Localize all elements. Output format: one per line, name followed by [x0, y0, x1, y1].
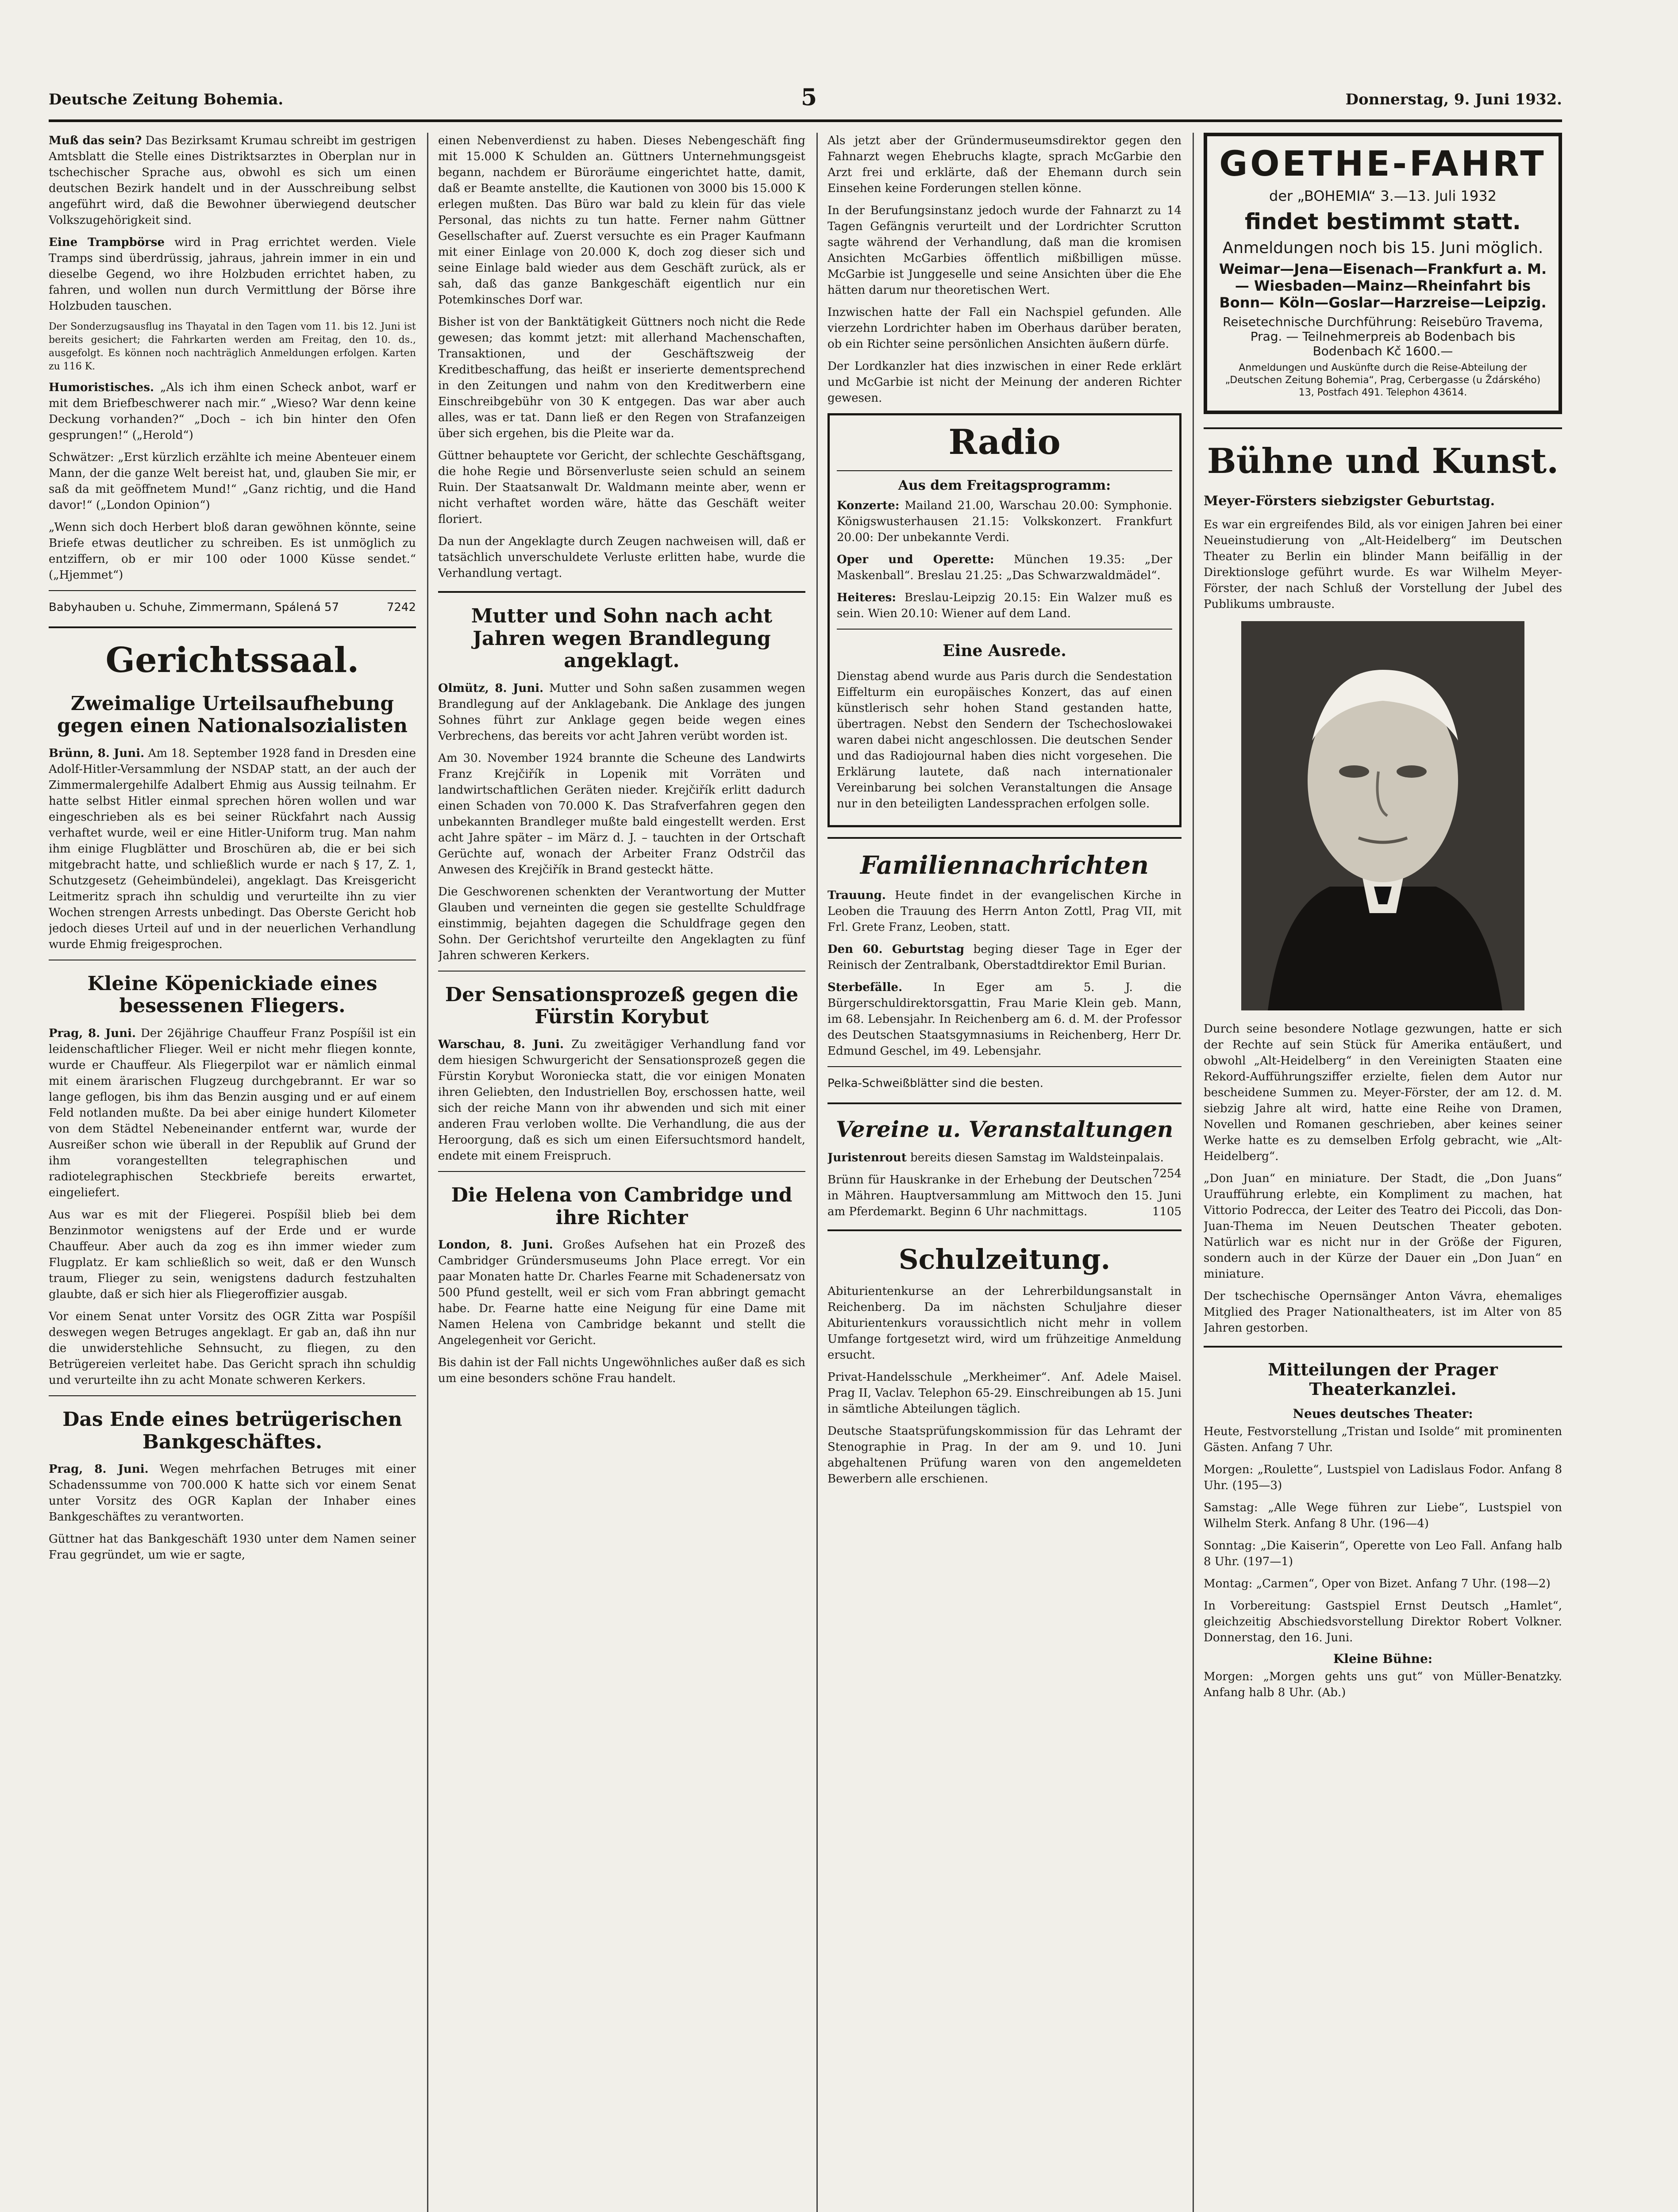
- article-paragraph: Brünn, 8. Juni. Am 18. September 1928 fand in Dresden eine Adolf-Hitler-Versammlung der NSDAP statt, an der auch der Zimmermalergehilfe Adalbert Ehmig aus Aussig teilnahm. Er hatte selbst Hitler einmal sprechen hören wollen und war eingeschrieben als es bei seiner Rückfahrt nach Aussig verhaftet wurde, weil er eine Hitler-Uniform trug. Man nahm ihm einige Flugblätter und Broschüren ab, die er bei sich mitgebracht hatte, und schließlich wurde er nach § 17, Z. 1, Schutzgesetz (Geheimbündelei), angeklagt. Das Kreisgericht Leitmeritz sprach ihn schuldig und verurteilte ihn zu vier Wochen strengen Arrests unbedingt. Das Oberste Gericht hob jedoch dieses Urteil auf und in der neuerlichen Verhandlung wurde Ehmig freigesprochen.: [49, 746, 416, 951]
- advert-title: GOETHE-FAHRT: [1219, 144, 1547, 184]
- article-paragraph: Abiturientenkurse an der Lehrerbildungsanstalt in Reichenberg. Da im nächsten Schuljahre dieser Abiturientenkurs voraussichtlich nicht mehr in vollem Umfange fortgesetzt wird, wird um frühzeitige Anmeldung ersucht.: [827, 1284, 1182, 1362]
- radio-listing: Konzerte: Mailand 21.00, Warschau 20.00: Symphonie. Königswusterhausen 21.15: Volkskonzert. Frankfurt 20.00: Der unbekannte Verdi.: [837, 499, 1172, 545]
- article-headline: Kleine Köpenickiade eines besessenen Fliegers.: [87, 972, 377, 1018]
- article-paragraph: Den 60. Geburtstag beging dieser Tage in Eger der Reinisch der Zentralbank, Oberstadtdirektor Emil Burian.: [827, 942, 1182, 972]
- article-headline: Das Ende eines betrügerischen Bankgeschäftes.: [62, 1408, 402, 1453]
- theatre-listing: Samstag: „Alle Wege führen zur Liebe“, Lustspiel von Wilhelm Sterk. Anfang 8 Uhr. (196—4): [1204, 1501, 1562, 1530]
- page-number: 5: [801, 84, 817, 111]
- article-paragraph: Warschau, 8. Juni. Zu zweitägiger Verhandlung fand vor dem hiesigen Schwurgericht der Sensationsprozeß gegen die Fürstin Korybut Woroniecka statt, die vor einigen Monaten ihren Geliebten, den Industriellen Boy, erschossen hatte, weil sich der reiche Mann von ihr abwenden und sich mit einer anderen Frau verloben wollte. Die Verhandlung, die aus der Heroorgung, daß es sich um einen Eifersuchtsmord handelt, endete mit einem Freispruch.: [438, 1037, 805, 1163]
- article-paragraph: Prag, 8. Juni. Der 26jährige Chauffeur Franz Pospíšil ist ein leidenschaftlicher Flieger. Weil er nicht mehr fliegen konnte, wurde er Chauffeur. Als Fliegerpilot war er nämlich einmal mit einem ärarischen Flugzeug durchgebrannt. Er war so lange geflogen, bis ihm das Benzin ausging und er auf einem Feld notlanden mußte. Da bei aber einige hundert Kilometer von dem Städtel Nebeneinander entfernt war, wurde der Ausreißer schon wie überall in der Republik auf Grund der ihm vorangestellten telegraphischen und radiotelegraphischen Steckbriefe bereits erwartet, eingeliefert.: [49, 1027, 416, 1200]
- theatre-subheading: Neues deutsches Theater:: [1293, 1406, 1473, 1421]
- article-paragraph: Durch seine besondere Notlage gezwungen, hatte er sich der Rechte auf sein Stück für Amerika entäußert, und obwohl „Alt-Heidelberg“ in den Vereinigten Staaten eine Rekord-Aufführungsziffer erzielte, fielen dem Autor nur bescheidene Summen zu. Meyer-Förster, der am 12. d. M. siebzig Jahre alt wird, hatte eine Reihe von Dramen, Novellen und Romanen geschrieben, aber keines seiner Werke hatte es zu demselben Erfolg gebracht, wie „Alt-Heidelberg“.: [1204, 1022, 1562, 1164]
- article-paragraph: Deutsche Staatsprüfungskommission für das Lehramt der Stenographie in Prag. In der am 9. und 10. Juni abgehaltenen Prüfung waren von den angemeldeten Bewerbern alle erschienen.: [827, 1424, 1182, 1486]
- article-paragraph: Sterbefälle. In Eger am 5. J. die Bürgerschuldirektorsgattin, Frau Marie Klein geb. Mann, im 68. Lebensjahr. In Reichenberg am 6. d. M. der Professor des Deutschen Staatsgymnasiums in Reichenberg, Herr Dr. Edmund Geschel, im 49. Lebensjahr.: [827, 980, 1182, 1058]
- article-paragraph: Eine Trampbörse wird in Prag errichtet werden. Viele Tramps sind überdrüssig, jahraus, jahrein immer in ein und dieselbe Gegend, wo ihre Holzbuden errichtet haben, zu fahren, und wollen nun durch Vermittlung der Börse ihre Holzbuden tauschen.: [49, 236, 416, 313]
- article-paragraph: Privat-Handelsschule „Merkheimer“. Anf. Adele Maisel. Prag II, Vaclav. Telephon 65-29. Einschreibungen ab 15. Juni in sämtliche Abteilungen täglich.: [827, 1370, 1182, 1416]
- theatre-listing: Heute, Festvorstellung „Tristan und Isolde“ mit prominenten Gästen. Anfang 7 Uhr.: [1204, 1425, 1562, 1454]
- article-paragraph: Bisher ist von der Banktätigkeit Güttners noch nicht die Rede gewesen; das kommt jetzt: mit allerhand Machenschaften, Transaktionen, und der Geschäftszweig der Kreditbeschaffung, das heißt er inserierte dementsprechend in den Zeitungen und nahm von den Kreditwerbern eine Einschreibgebühr von 30 K entgegen. Das war aber auch alles, was er tat. Dann ließ er den Regen von Strafanzeigen über sich ergehen, bis die Pleite war da.: [438, 315, 805, 440]
- article-paragraph: Der Lordkanzler hat dies inzwischen in einer Rede erklärt und McGarbie ist nicht der Meinung der anderen Richter gewesen.: [827, 360, 1182, 405]
- article-paragraph: Humoristisches. „Als ich ihm einen Scheck anbot, warf er mit dem Briefbeschwerer nach mir.“ „Wieso? War denn keine Deckung vorhanden?“ „Doch – ich bin hinter den Ofen gesprungen!“ („Herold“): [49, 381, 416, 442]
- theatre-listing: Montag: „Carmen“, Oper von Bizet. Anfang 7 Uhr. (198—2): [1204, 1577, 1551, 1590]
- article-paragraph: einen Nebenverdienst zu haben. Dieses Nebengeschäft fing mit 15.000 K Schulden an. Güttners Unternehmungsgeist begann, nachdem er Büroräume eingerichtet hatte, damit, daß er Beamte anstellte, die Kautionen von 3000 bis 15.000 K erlegen mußten. Das Büro war bald zu klein für das viele Personal, das nichts zu tun hatte. Ferner nahm Güttner Gesellschafter auf. Zuerst versuchte es ein Prager Kaufmann mit einer Einlage von 20.000 K, doch zog dieser sich und seine Einlage bald wieder aus dem Geschäft zurück, als er sah, daß das ganze Bankgeschäft eigentlich nur ein Potemkinsches Dorf war.: [438, 134, 805, 307]
- article-headline: Meyer-Försters siebzigster Geburtstag.: [1204, 493, 1495, 509]
- article-paragraph: London, 8. Juni. Großes Aufsehen hat ein Prozeß des Cambridger Gründersmuseums John Place erregt. Vor ein paar Monaten hatte Dr. Charles Fearne mit Schadenersatz von 500 Pfund gestellt, weil er sich vom Fran abbringt gemacht habe. Dr. Fearne hatte eine Neigung für eine Dame mit Namen Helena von Cambridge bekannt und stellt die Angelegenheit vor Gericht.: [438, 1238, 805, 1348]
- column-rule: [1193, 133, 1194, 2212]
- article-paragraph: „Don Juan“ en miniature. Der Stadt, die „Don Juans“ Uraufführung erlebte, ein Kompliment zu machen, hat Vittorio Podrecca, der Leiter des Teatro dei Piccoli, das Don-Juan-Thema im Neuen Deutschen Theater geboten. Natürlich war es nicht nur in der Größe der Figuren, sondern auch in der Kürze der Dauer ein „Don Juan“ en miniature.: [1204, 1172, 1562, 1281]
- article-paragraph: Güttner hat das Bankgeschäft 1930 unter dem Namen seiner Frau gegründet, um wie er sagte,: [49, 1532, 416, 1562]
- portrait-photo: [1241, 621, 1524, 1010]
- article-paragraph: Als jetzt aber der Gründermuseumsdirektor gegen den Fahnarzt wegen Ehebruchs klagte, sprach McGarbie den Arzt frei und erklärte, daß der Ehemann durch sein Einsehen keine Forderungen stellen könne.: [827, 134, 1182, 195]
- section-heading-events: Vereine u. Veranstaltungen: [835, 1116, 1174, 1142]
- article-headline: Zweimalige Urteilsaufhebung gegen einen Nationalsozialisten: [57, 692, 408, 737]
- classified-ad: Babyhauben u. Schuhe, Zimmermann, Spálená 57 7242: [49, 601, 416, 614]
- radio-subheading: Aus dem Freitagsprogramm:: [898, 477, 1111, 493]
- article-paragraph: Güttner behauptete vor Gericht, der schlechte Geschäftsgang, die hohe Regie und Börsenverluste seien schuld an seinem Ruin. Der Staatsanwalt Dr. Waldmann meinte aber, wenn er nicht verhaftet worden wäre, hätte das Geschäft weiter floriert.: [438, 449, 805, 526]
- article-paragraph: Am 30. November 1924 brannte die Scheune des Landwirts Franz Krejčiřík in Lopenik mit Vorräten und landwirtschaftlichen Geräten nieder. Krejčiřík erlitt dadurch einen Schaden von 70.000 K. Das Strafverfahren gegen den unbekannten Brandleger mußte bald eingestellt werden. Erst acht Jahre später – im März d. J. – tauchten in der Ortschaft Gerüchte auf, wonach der Arbeiter Franz Odstrčil das Anwesen des Krejčiřík in Brand gesteckt hätte.: [438, 751, 805, 876]
- article-paragraph: Schwätzer: „Erst kürzlich erzählte ich meine Abenteuer einem Mann, der die ganze Welt bereist hat, und, glauben Sie mir, er saß da mit geöffnetem Mund!“ „Ganz richtig, und die Hand davor!“ („London Opinion“): [49, 451, 416, 512]
- theatre-subheading: Kleine Bühne:: [1333, 1651, 1433, 1666]
- theatre-listing: Morgen: „Morgen gehts uns gut“ von Müller-Benatzky. Anfang halb 8 Uhr. (Ab.): [1204, 1670, 1562, 1699]
- article-paragraph: Der tschechische Opernsänger Anton Vávra, ehemaliges Mitglied des Prager Nationaltheaters, ist im Alter von 85 Jahren gestorben.: [1204, 1290, 1562, 1335]
- section-heading-radio: Radio: [948, 422, 1061, 462]
- article-headline: Der Sensationsprozeß gegen die Fürstin Korybut: [445, 983, 799, 1029]
- article-paragraph: Vor einem Senat unter Vorsitz des OGR Zitta war Pospíšil deswegen wegen Betruges angeklagt. Er gab an, daß ihn nur die unwiderstehliche Sehnsucht, zu fliegen, zu den Betrügereien verleitet habe. Das Gericht sprach ihn schuldig und verurteilte ihn zu acht Monate schweren Kerkers.: [49, 1310, 416, 1387]
- article-paragraph: Olmütz, 8. Juni. Mutter und Sohn saßen zusammen wegen Brandlegung auf der Anklagebank. Die Anklage des jungen Sohnes führt zur Anklage gegen beide wegen eines Verbrechens, das bereits vor acht Jahren verübt worden ist.: [438, 681, 805, 743]
- article-paragraph: Juristenrout bereits diesen Samstag im Waldsteinpalais. 7254: [827, 1151, 1182, 1181]
- article-paragraph: Die Geschworenen schenkten der Verantwortung der Mutter Glauben und verneinten die gegen sie gestellte Schuldfrage einstimmig, bejahten dagegen die Schuldfrage gegen den Sohn. Der Gerichtshof verurteilte den Angeklagten zu fünf Jahren schweren Kerkers.: [438, 885, 805, 962]
- goethe-trip-advert: GOETHE-FAHRT der „BOHEMIA“ 3.—13. Juli 1932 findet bestimmt statt. Anmeldungen noch bis 15. Juni möglich. Weimar—Jena—Eisenach—Frankfurt a. M.— Wiesbaden—Mainz—Rheinfahrt bis Bonn— Köln—Goslar—Harzreise—Leipzig. Reisetechnische Durchführung: Reisebüro Travema, Prag. — Teilnehmerpreis ab Bodenbach bis Bodenbach Kč 1600.— Anmeldungen und Auskünfte durch die Reise-Abteilung der „Deutschen Zeitung Bohemia“, Prag, Cerbergasse (u Ždárského) 13, Postfach 491. Telephon 43614.: [1204, 133, 1562, 414]
- section-heading-court: Gerichtssaal.: [105, 640, 359, 680]
- theatre-listing: In Vorbereitung: Gastspiel Ernst Deutsch „Hamlet“, gleichzeitig Abschiedsvorstellung Direktor Robert Volkner. Donnerstag, den 16. Juni.: [1204, 1599, 1562, 1644]
- section-heading-family: Familiennachrichten: [860, 850, 1149, 880]
- article-paragraph: Es war ein ergreifendes Bild, als vor einigen Jahren bei einer Neueinstudierung von „Alt-Heidelberg“ im Deutschen Theater zu Berlin ein blinder Mann beifällig in der Direktionsloge geführt wurde. Es war Wilhelm Meyer-Förster, der nach Schluß der Vorstellung der Jubel des Publikums umbrauste.: [1204, 518, 1562, 611]
- article-paragraph: Trauung. Heute findet in der evangelischen Kirche in Leoben die Trauung des Herrn Anton Zottl, Prag VII, mit Frl. Grete Franz, Leoben, statt.: [827, 888, 1182, 934]
- section-heading-theatre: Mitteilungen der Prager Theaterkanzlei.: [1268, 1359, 1498, 1399]
- article-paragraph: Da nun der Angeklagte durch Zeugen nachweisen will, daß er tatsächlich unverschuldete Verluste erlitten habe, wurde die Verhandlung vertagt.: [438, 535, 805, 580]
- column-2: [438, 133, 805, 2212]
- article-paragraph: In der Berufungsinstanz jedoch wurde der Fahnarzt zu 14 Tagen Gefängnis verurteilt und der Lordrichter Scrutton sagte während der Verhandlung, daß man die kromisen Ansichten McGarbies öffentlich mißbilligen müsse. McGarbie ist Junggeselle und seine Ansichten über die Ehe hätten darum nur theoretischen Wert.: [827, 204, 1182, 297]
- article-headline: Die Helena von Cambridge und ihre Richter: [451, 1183, 793, 1229]
- column-3: [827, 133, 1182, 2212]
- section-heading-stage-art: Bühne und Kunst.: [1207, 441, 1559, 481]
- column-rule: [816, 133, 818, 2212]
- column-4: [1204, 133, 1562, 2212]
- radio-listing: Heiteres: Breslau-Leipzig 20.15: Ein Walzer muß es sein. Wien 20.10: Wiener auf dem Land.: [837, 591, 1172, 621]
- page-header: [49, 66, 1562, 122]
- article-paragraph: Prag, 8. Juni. Wegen mehrfachen Betruges mit einer Schadenssumme von 700.000 K hatte sich vor einem Senat unter Vorsitz des OGR Kaplan der Inhaber eines Bankgeschäftes zu verantworten.: [49, 1463, 416, 1524]
- column-rule: [427, 133, 428, 2212]
- portrait-illustration: [1241, 621, 1524, 1010]
- article-paragraph: Muß das sein? Das Bezirksamt Krumau schreibt im gestrigen Amtsblatt die Stelle eines Distriktsarztes in Oberplan nur in tschechischer Sprache aus, obwohl es sich um einen deutschen Bezirk handelt und in der Ausschreibung selbst angeführt wird, daß die Bewohner überwiegend deutscher Volkszugehörigkeit sind.: [49, 134, 416, 227]
- article-paragraph: Dienstag abend wurde aus Paris durch die Sendestation Eiffelturm ein europäisches Konzert, das auf einen künstlerisch sehr hohen Stand gestanden hatte, übertragen. Nebst den Sendern der Tschechoslowakei waren dabei nicht angeschlossen. Die deutschen Sender und das Radiojournal haben dies nicht vorgesehen. Die Erklärung lautete, daß nach internationaler Vereinbarung bei solchen Veranstaltungen die Ansage nur in den beteiligten Landessprachen erfolgen solle.: [837, 669, 1172, 810]
- article-paragraph: Aus war es mit der Fliegerei. Pospíšil blieb bei dem Benzinmotor wenigstens auf der Erde und er wurde Chauffeur. Aber auch da zog es ihn immer wieder zum Flugplatz. Er kam schließlich so weit, daß er den Wunsch traum, Flieger zu sein, wenigstens dadurch festzuhalten glaubte, daß er sich hier als Fliegeroffizier ausgab.: [49, 1208, 416, 1302]
- newspaper-page: [49, 66, 1562, 2212]
- article-paragraph: Der Sonderzugsausflug ins Thayatal in den Tagen vom 11. bis 12. Juni ist bereits gesichert; die Fahrkarten werden am Freitag, den 10. ds., ausgefolgt. Es können noch nachträglich Anmeldungen erfolgen. Karten zu 116 K.: [49, 321, 416, 372]
- article-headline: Eine Ausrede.: [943, 641, 1066, 661]
- article-paragraph: Inzwischen hatte der Fall ein Nachspiel gefunden. Alle vierzehn Lordrichter haben im Oberhaus darüber beraten, ob ein Richter seine persönlichen Ansichten äußern dürfe.: [827, 306, 1182, 351]
- radio-listing: Oper und Operette: München 19.35: „Der Maskenball“. Breslau 21.25: „Das Schwarzwaldmädel“.: [837, 553, 1172, 583]
- issue-date: Donnerstag, 9. Juni 1932.: [1345, 91, 1562, 108]
- article-paragraph: Brünn für Hauskranke in der Erhebung der Deutschen in Mähren. Hauptversammlung am Mittwoch den 15. Juni am Pferdemarkt. Beginn 6 Uhr nachmittags. 1105: [827, 1173, 1182, 1219]
- article-headline: Mutter und Sohn nach acht Jahren wegen Brandlegung angeklagt.: [471, 605, 773, 672]
- column-1: [49, 133, 416, 2212]
- masthead-name: Deutsche Zeitung Bohemia.: [49, 91, 284, 108]
- section-heading-school: Schulzeitung.: [898, 1243, 1111, 1276]
- radio-box: [827, 413, 1182, 827]
- theatre-listing: Morgen: „Roulette“, Lustspiel von Ladislaus Fodor. Anfang 8 Uhr. (195—3): [1204, 1463, 1562, 1492]
- article-paragraph: Bis dahin ist der Fall nichts Ungewöhnliches außer daß es sich um eine besonders schöne Frau handelt.: [438, 1356, 805, 1386]
- classified-ad: Pelka-Schweißblätter sind die besten.: [827, 1076, 1044, 1090]
- theatre-listing: Sonntag: „Die Kaiserin“, Operette von Leo Fall. Anfang halb 8 Uhr. (197—1): [1204, 1539, 1562, 1568]
- article-paragraph: „Wenn sich doch Herbert bloß daran gewöhnen könnte, seine Briefe etwas deutlicher zu schreiben. Es ist unmöglich zu entziffern, ob er mir 100 oder 1000 Küsse sendet.“ („Hjemmet“): [49, 521, 416, 582]
